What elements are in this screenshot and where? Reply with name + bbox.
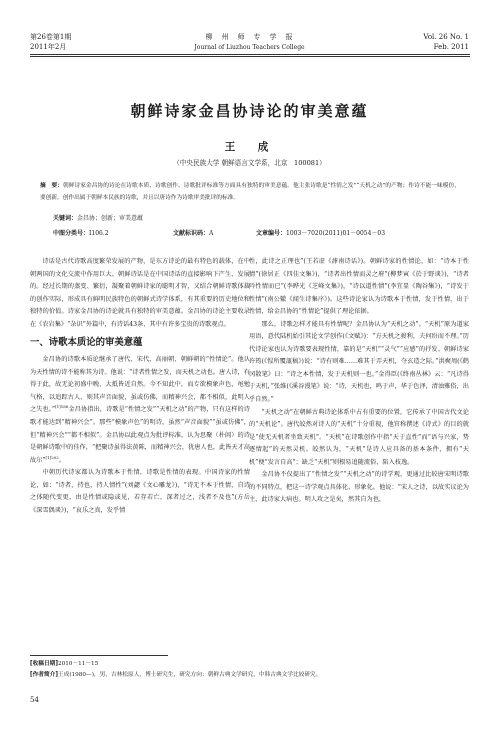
- right-column: [249, 256, 469, 507]
- abstract-text: 朝鲜诗家金昌协的诗论在诗歌本质、诗歌创作、诗歌批评标准等方面具有独特的审美意蕴。他主张诗歌是“性情之发”“天机之动”的产物；作诗不能一味模仿，要创新，创作出属于朝鲜本民族的诗歌，并且以唐诗作为诗歌审美批评的标准。: [40, 183, 460, 201]
- body-paragraph: [30, 354, 250, 467]
- received-label: [收稿日期]: [30, 661, 58, 667]
- paper-title: 朝鲜诗家金昌协诗论的审美意蕴: [130, 102, 369, 120]
- citation: [1]186: [55, 404, 69, 410]
- body-paragraph: 那么，诗歌怎样才能具有性情呢？金昌协认为“天机之动”。“天机”原为道家用语，意代陆机始引其论文学创作(《文赋》)：“方天机之骏利，夫何纷而不理。”历代诗论家也认为诗歌要表现性情，靠的是“天机”“灵气”“应感”的抒发。朝鲜诗家许筠(《惺所覆瓿稿》)说：“诗有则难……难其于弄天机，夺玄造之际。”洪奭周(《鹤冈散笔》曰：“诗之本性情，发于天机则一也。”金得臣(《终南丛林》云：“凡诗得于天机，”张维(《溪谷漫笔》说：“诗，天机也，鸣于声，华于色泽，清浊雅俗，出乎自然。”: [249, 320, 469, 404]
- intro-paragraph: 诗话是古代诗歌高度繁荣发展的产物，是东方诗论的最有特色的载体，在中朝两国的文化交流中作用巨大。朝鲜诗话是在中国诗话的直接影响下产生、发展的。经过长期的蒸变、繁衍，凝聚着朝鲜诗家的聪明才智，又结合朝鲜诗歌体裁的创作实际，形成具有鲜明民族特色的朝鲜式诗学体系，有其重要的历史地位和独特的价值。诗家金昌协的诗论就具有独特的审美意蕴。金昌协的诗论主要收录在《农岩集》“杂识”外篇中，有诗话43条，其中有许多宝贵的诗歌观点。: [30, 258, 250, 328]
- volume-issue-cn: 第26卷第1期: [30, 33, 72, 41]
- body-paragraph: 性，此诗之正理也”(王若虚《滹南诗话》)。朝鲜诗家的性情论，如：“诗本于性情”(徐居正《四佳文集》)，“诗者出性情而灵之府”(柳梦寅《於于野谈》)，“诗者吟性情而已”(李晔光《芝峰文集》)，“诗以道性情”(李宜显《陶谷集》)，“诗发于性情”(南公辙《闻生诗集序》)。这些诗论家认为诗歌本于性情，发于性情，出于性情，给金昌协的“性情论”提供了理论依据。: [249, 258, 469, 316]
- date-en: Feb. 2011: [433, 43, 469, 51]
- doc-code-label: 文献标识码：: [173, 230, 210, 237]
- journal-name-en: Journal of Liuzhou Teachers College: [194, 44, 305, 51]
- section-heading-1: 一、诗歌本质论的审美意蕴: [30, 337, 143, 349]
- keywords-label: 关键词：: [53, 215, 78, 222]
- page-number: 54: [30, 696, 39, 704]
- keywords-text: 金昌协；创新；审美意蕴: [77, 215, 144, 222]
- date-cn: 2011年2月: [30, 43, 67, 51]
- left-column: [30, 256, 250, 517]
- received-value: 2010－11－15: [57, 661, 99, 667]
- clc-label: 中图分类号：: [53, 230, 90, 237]
- clc-value: I106.2: [89, 230, 109, 237]
- citation: [1]202: [45, 454, 59, 460]
- received-date: [30, 660, 98, 669]
- abstract: [40, 180, 460, 204]
- doc-code-value: A: [209, 230, 214, 237]
- keywords: [53, 214, 143, 223]
- article-no-label: 文章编号：: [256, 230, 287, 237]
- paragraph-text: 。: [58, 456, 66, 464]
- classification-meta: [53, 229, 385, 238]
- author-bio: [30, 671, 321, 680]
- volume-issue-en: Vol. 26 No. 1: [423, 33, 469, 41]
- body-paragraph: 中朝历代诗家都认为诗歌本于性情，诗歌是性情的表现。中国诗家的性情论，如：“诗者，持也，持人情性”(刘勰《文心雕龙》)，“诗无不本于性情，自诗之体随代变更，由是性情或隐或见，若存若亡，深者过之，浅者不及也”(方岳《深雪偶谈》)，“哀乐之真，发乎情: [30, 469, 250, 514]
- paper-author: 王 成: [224, 141, 275, 153]
- paragraph-text: 金昌协的诗歌本质论继承了唐代、宋代、高丽朝、朝鲜朝的“性情论”。他认为天性情的诗不能称其为诗。他说：“诗者性情之发，而天机之动也。唐人诗，有得于此，故无论初盛中晚，大抵皆近自然。今不知此中，而专欲模象声色，黾勉气格，以追踪古人，则其声音面貌，虽或仿佛，而精神兴会，都不相似，此明人之失也。”: [30, 356, 250, 414]
- author-bio-text: 王成(1980—)，男，吉林松原人，博士研究生，研究方向：朝鲜古典文学研究，中韩古典文学比较研究。: [57, 672, 322, 678]
- body-paragraph: 金昌协不仅提出了“性情之发”“天机之动”的诗学观，更通过比较唐宋明诗歌的不同特点，把这一诗学观点具体化、形象化。他说：“宋人之诗，以故实议论为主，此诗家大病也。明人攻之是矣，然其自为也，: [249, 471, 469, 504]
- abstract-label: 摘 要：: [40, 183, 63, 189]
- author-affiliation: （中央民族大学 朝鲜语言文学系，北京 100081）: [173, 159, 326, 167]
- journal-name-cn: 柳 州 师 专 学 报: [205, 33, 294, 41]
- header-rule-double: [30, 56, 470, 57]
- paragraph-text: 金昌协指出，诗歌是“性情之发”“天机之动”的产物，只有这样的诗歌才能达到“精神兴会”。那些“模象声色”的明诗，虽然“声音面貌”“虽或仿佛”，但“精神兴会”“都不相似”。金昌协以此观点为批评标准，认为思聚（朴闾）的诗是朝鲜诗歌中的佳作，“把聚诗虽得法黄陈，而精神兴会，犹唐人也，此皆天才高故尔”: [30, 406, 250, 464]
- body-paragraph: “天机之动”在朝鲜古典诗论体系中占有重要的位置，它传承了中国古代文论的“天机论”。唐代皎然对诗人的“天机”十分重视，他官称撰述《诗式》的目的就是“使无天机者坐致天机”。“天机”在诗歌创作中指“天于直性”而“语与兴家，势逐情起”的天然灵机。皎然认为，“天机”是诗人应具备的基本条件，拥有“天机”便“发言自高”；缺乏“天机”则根易追随流俗，陷入枝逸。: [249, 408, 469, 466]
- footnote-rule: [30, 655, 168, 656]
- article-no-value: 1003－7020(2011)01－0054－03: [286, 230, 386, 237]
- author-bio-label: [作者简介]: [30, 672, 58, 678]
- header-rule: [30, 54, 470, 55]
